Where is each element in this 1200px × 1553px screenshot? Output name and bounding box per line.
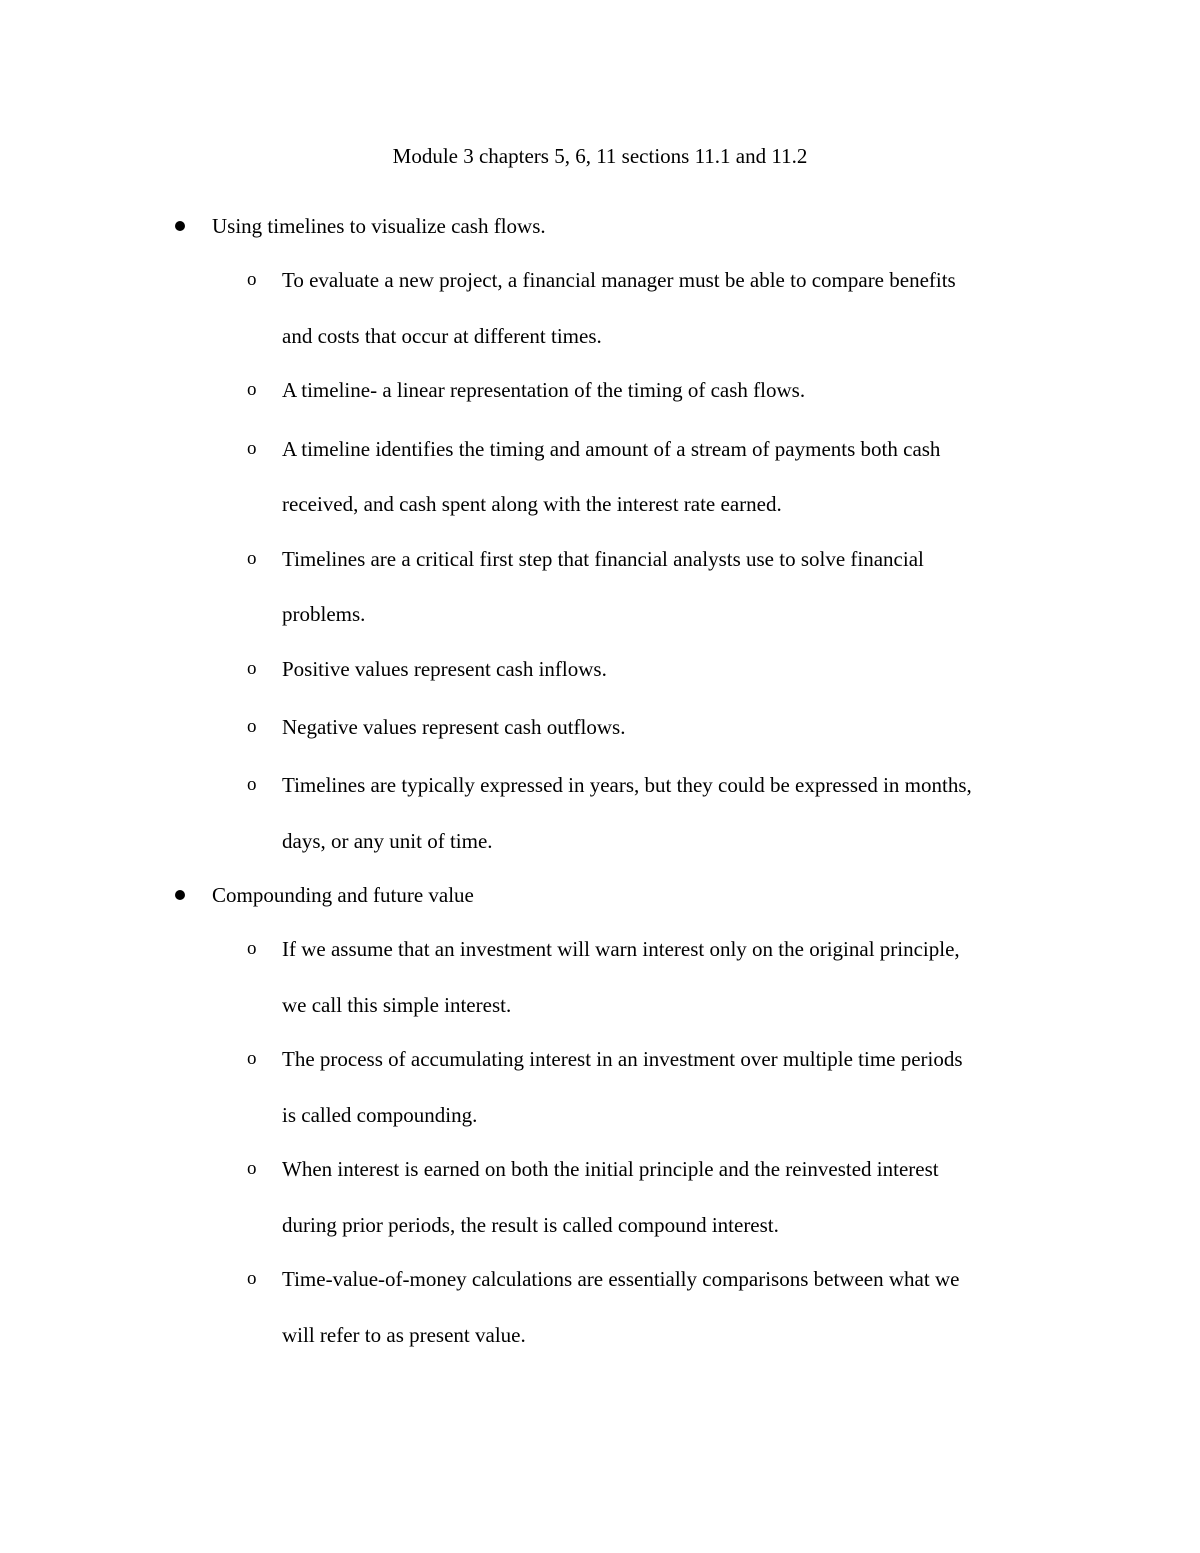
sub-bullet-icon: o bbox=[247, 774, 257, 795]
sub-bullet-icon: o bbox=[247, 548, 257, 569]
list-item-line: problems. bbox=[282, 602, 366, 626]
list-item-line: and costs that occur at different times. bbox=[282, 324, 602, 348]
bullet-icon bbox=[175, 890, 185, 900]
sub-bullet-icon: o bbox=[247, 1048, 257, 1069]
sub-bullet-icon: o bbox=[247, 1158, 257, 1179]
list-item-line: Negative values represent cash outflows. bbox=[282, 715, 626, 739]
sub-bullet-icon: o bbox=[247, 1268, 257, 1289]
sub-bullet-icon: o bbox=[247, 658, 257, 679]
list-item-line: is called compounding. bbox=[282, 1103, 478, 1127]
list-item-line: When interest is earned on both the initial principle and the reinvested interest bbox=[282, 1157, 939, 1181]
list-item-line: Timelines are a critical first step that financial analysts use to solve financial bbox=[282, 547, 924, 571]
list-item-line: during prior periods, the result is called compound interest. bbox=[282, 1213, 779, 1237]
list-item-line: Timelines are typically expressed in years, but they could be expressed in months, bbox=[282, 773, 972, 797]
sub-bullet-icon: o bbox=[247, 938, 257, 959]
list-item-line: To evaluate a new project, a financial manager must be able to compare benefits bbox=[282, 268, 956, 292]
list-item-line: will refer to as present value. bbox=[282, 1323, 526, 1347]
sub-bullet-icon: o bbox=[247, 379, 257, 400]
list-item-line: Time-value-of-money calculations are essentially comparisons between what we bbox=[282, 1267, 960, 1291]
list-item-line: A timeline- a linear representation of the timing of cash flows. bbox=[282, 378, 806, 402]
section-heading: Compounding and future value bbox=[212, 883, 474, 907]
list-item-line: days, or any unit of time. bbox=[282, 829, 493, 853]
sub-bullet-icon: o bbox=[247, 438, 257, 459]
document-title: Module 3 chapters 5, 6, 11 sections 11.1 and 11.2 bbox=[392, 144, 808, 168]
section-heading: Using timelines to visualize cash flows. bbox=[212, 214, 546, 238]
sub-bullet-icon: o bbox=[247, 269, 257, 290]
bullet-icon bbox=[175, 221, 185, 231]
list-item-line: we call this simple interest. bbox=[282, 993, 512, 1017]
sub-bullet-icon: o bbox=[247, 716, 257, 737]
list-item-line: received, and cash spent along with the interest rate earned. bbox=[282, 492, 782, 516]
list-item-line: The process of accumulating interest in an investment over multiple time periods bbox=[282, 1047, 963, 1071]
list-item-line: Positive values represent cash inflows. bbox=[282, 657, 607, 681]
list-item-line: A timeline identifies the timing and amount of a stream of payments both cash bbox=[282, 437, 941, 461]
list-item-line: If we assume that an investment will warn interest only on the original principle, bbox=[282, 937, 960, 961]
